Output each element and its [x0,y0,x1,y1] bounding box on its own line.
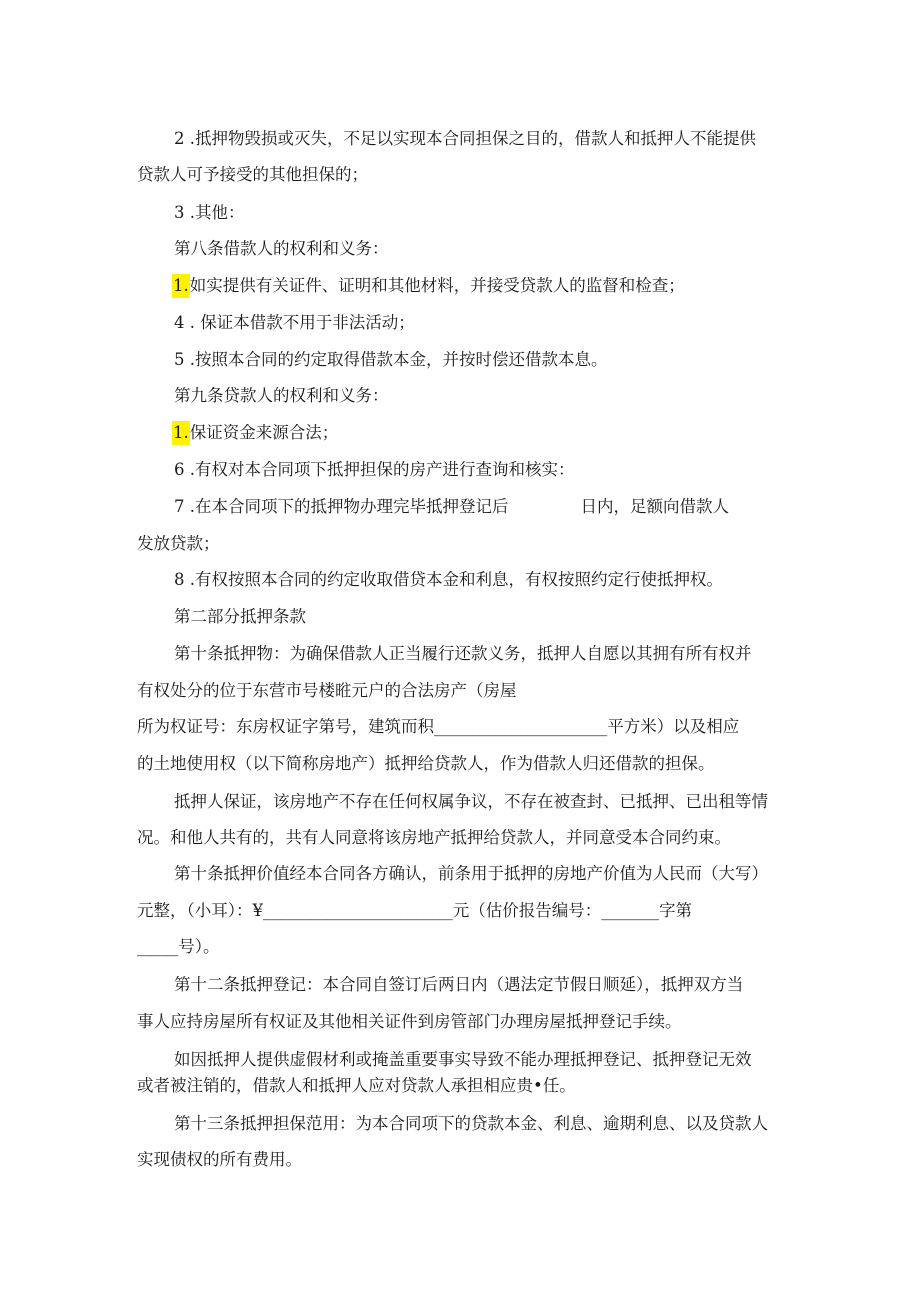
highlighted-number: 1. [172,421,190,445]
clause-8-item-1 [172,274,685,298]
text-line: 5 .按照本合同的约定取得借款本金，并按时偿还借款本息。 [174,350,608,369]
text-line: 第十二条抵押登记：本合同自签订后两日内（遇法定节假日顺延），抵押双方当 [174,975,744,994]
text-line: 4 . 保证本借款不用于非法活动； [174,313,415,332]
text-line: _____号）。 [137,937,220,956]
text-line: 况。和他人共有的，共有人同意将该房地产抵押给贷款人，并同意受本合同约束。 [137,828,731,847]
text-line: 6 .有权对本合同项下抵押担保的房产进行查询和核实： [174,460,575,479]
text-line: 第九条贷款人的权利和义务： [174,386,389,405]
text-line: 元整，（小耳）：¥_______________________元（估价报告编号：_______字第 [137,901,692,920]
text-line: 第二部分抵押条款 [174,607,306,626]
text-line: 抵押人保证，该房地产不存在任何权属争议，不存在被查封、已抵押、已出租等情 [174,792,768,811]
text-line: 第八条借款人的权利和义务： [174,239,389,258]
text-line: 2 .抵押物毁损或灭失，不足以实现本合同担保之目的，借款人和抵押人不能提供 [174,129,756,148]
text-line: 贷款人可予接受的其他担保的； [137,165,368,184]
clause-9-item-1 [172,421,338,445]
text-line: 或者被注销的，借款人和抵押人应对贷款人承担相应贵•任。 [137,1076,576,1095]
clause-text: 如实提供有关证件、证明和其他材料，并接受贷款人的监督和检查； [189,276,685,295]
text-line: 8 .有权按照本合同的约定收取借贷本金和利息，有权按照约定行使抵押权。 [174,570,723,589]
text-line: 第十条抵押物：为确保借款人正当履行还款义务，抵押人自愿以其拥有所有权并 [174,644,752,663]
text-line: 如因抵押人提供虚假材利或掩盖重要事实导致不能办理抵押登记、抵押登记无效 [174,1050,752,1069]
clause-text: 7 .在本合同项下的抵押物办理完毕抵押登记后 [174,497,509,516]
text-line: 第十三条抵押担保范用：为本合同项下的贷款本金、利息、逾期利息、以及贷款人 [174,1114,768,1133]
text-line: 的土地使用权（以下简称房地产）抵押给贷款人，作为借款人归还借款的担保。 [137,754,715,773]
clause-text: 保证资金来源合法； [189,423,339,442]
clause-text-continued: 日内，足额向借款人 [580,497,729,516]
text-line: 发放贷款； [137,534,220,553]
text-line: 所为权证号：东房权证字第号，建筑而积_____________________平方米）以及相应 [137,717,740,736]
text-line: 第十条抵押价值经本合同各方确认，前条用于抵押的房地产价值为人民而（大写） [174,864,768,883]
text-line: 实现债权的所有费用。 [137,1150,302,1169]
text-line: 3 .其他： [174,203,245,222]
clause-9-item-7 [174,495,729,519]
text-line: 事人应持房屋所有权证及其他相关证件到房管部门办理房屋抵押登记手续。 [137,1012,682,1031]
text-line: 有权处分的位于东营市号楼暀元户的合法房产（房屋 [137,681,517,700]
highlighted-number: 1. [172,274,190,298]
